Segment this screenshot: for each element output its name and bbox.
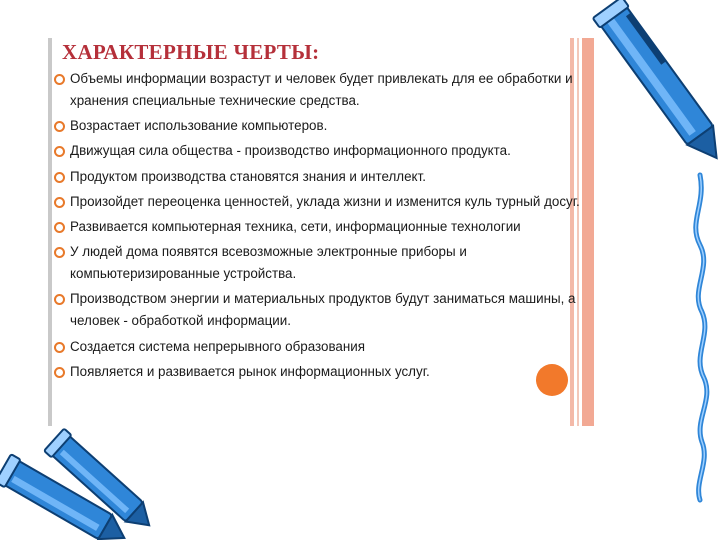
list-item: Движущая сила общества - производство информационного продукта.	[54, 140, 584, 162]
orange-circle-icon	[536, 364, 568, 396]
bullet-list	[54, 68, 584, 386]
slide-left-border	[48, 38, 52, 426]
bullet-icon	[54, 121, 65, 132]
list-item: У людей дома появятся всевозможные электронные приборы и компьютеризированные устройства.	[54, 241, 584, 285]
bullet-icon	[54, 294, 65, 305]
bullet-icon	[54, 367, 65, 378]
list-item: Производством энергии и материальных продуктов будут заниматься машины, а человек - обработкой информации.	[54, 288, 584, 332]
bullet-icon	[54, 146, 65, 157]
bullet-icon	[54, 74, 65, 85]
list-item: Объемы информации возрастут и человек будет привлекать для ее обработки и хранения специальные технические средства.	[54, 68, 584, 112]
list-item: Развивается компьютерная техника, сети, информационные технологии	[54, 216, 584, 238]
bullet-icon	[54, 247, 65, 258]
pen-icon	[44, 428, 159, 536]
bullet-icon	[54, 172, 65, 183]
slide-title: ХАРАКТЕРНЫЕ ЧЕРТЫ:	[62, 40, 320, 64]
list-item: Создается система непрерывного образования	[54, 336, 584, 358]
bullet-icon	[54, 222, 65, 233]
bullet-icon	[54, 197, 65, 208]
list-item: Появляется и развивается рынок информационных услуг.	[54, 361, 584, 383]
list-item: Продуктом производства становятся знания и интеллект.	[54, 166, 584, 188]
pen-icon	[0, 454, 132, 540]
list-item: Произойдет переоценка ценностей, уклада жизни и изменится куль турный досуг.	[54, 191, 584, 213]
bullet-icon	[54, 342, 65, 353]
list-item: Возрастает использование компьютеров.	[54, 115, 584, 137]
squiggle-line-icon	[696, 175, 707, 500]
pen-icon	[593, 0, 720, 169]
